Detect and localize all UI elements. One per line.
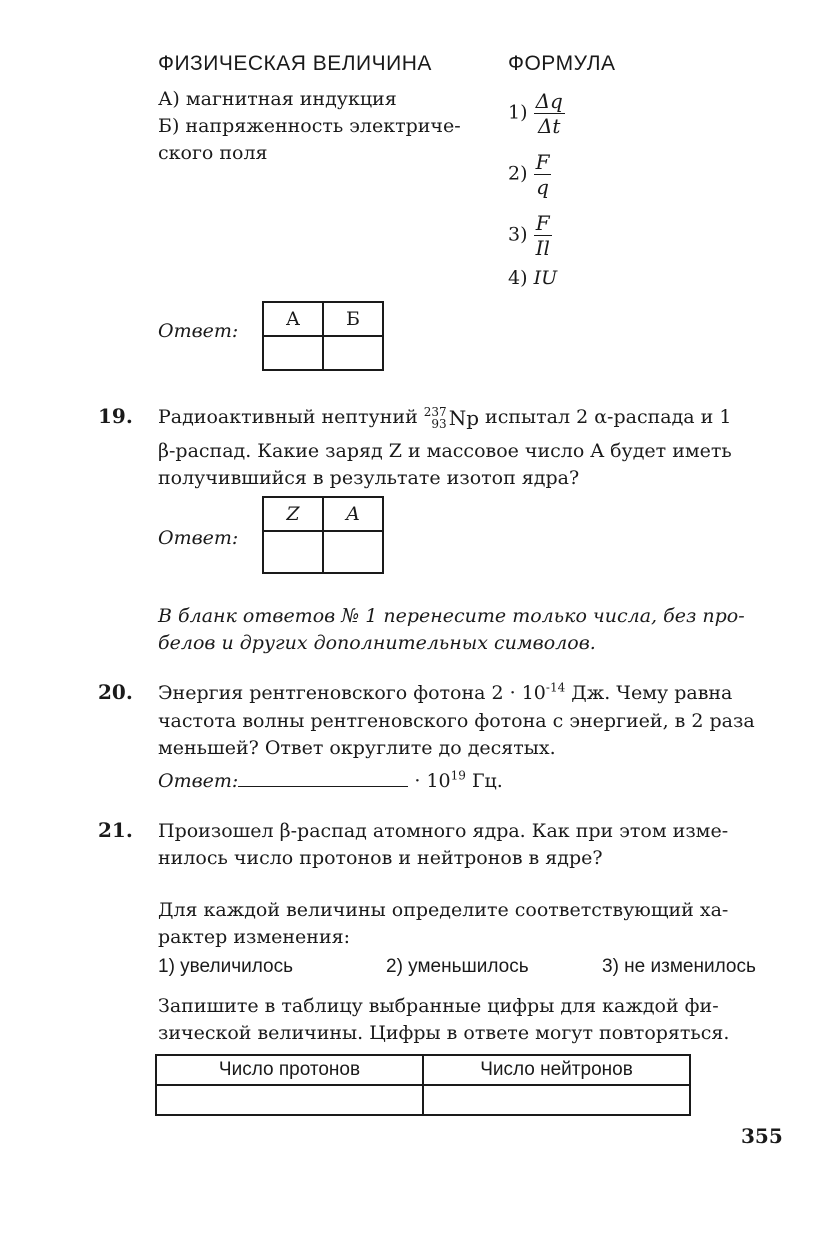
note-line1: В бланк ответов № 1 перенесите только числа, без про- <box>158 605 745 627</box>
q21-instruction-line2: рактер изменения: <box>158 926 350 948</box>
answer-label: Ответ: <box>158 527 239 549</box>
q20-line3: меньшей? Ответ округлите до десятых. <box>158 737 556 759</box>
answer-col-z: Z <box>263 497 323 531</box>
answer-cell-protons[interactable] <box>156 1085 423 1115</box>
option-3: 3) не изменилось <box>602 956 756 977</box>
question-number-20: 20. <box>98 680 133 704</box>
option-1: 1) увеличилось <box>158 956 293 977</box>
q21-write-line2: зической величины. Цифры в ответе могут повторяться. <box>158 1022 730 1044</box>
answer-cell-a[interactable] <box>263 336 323 370</box>
column-header-formula: ФОРМУЛА <box>508 52 616 75</box>
column-header-quantity: ФИЗИЧЕСКАЯ ВЕЛИЧИНА <box>158 52 432 75</box>
column-header-neutrons: Число нейтронов <box>423 1055 690 1085</box>
nuclide-np: 237 93 Np <box>423 405 479 431</box>
question-number-21: 21. <box>98 818 133 842</box>
column-header-protons: Число протонов <box>156 1055 423 1085</box>
note-line2: белов и других дополнительных символов. <box>158 632 596 654</box>
q19-line2: β-распад. Какие заряд Z и массовое число A будет иметь <box>158 440 732 462</box>
formula-2: 2) $\frac{F}{q}$ <box>508 150 550 199</box>
formula-3: 3) $\frac{F}{Il}$ <box>508 211 550 260</box>
answer-col-a: A <box>323 497 383 531</box>
answer-cell-neutrons[interactable] <box>423 1085 690 1115</box>
page-number: 355 <box>741 1124 783 1148</box>
answer-label: Ответ: <box>158 320 239 342</box>
q21-line2: нилось число протонов и нейтронов в ядре? <box>158 847 603 869</box>
fraction: $\frac{\Delta q}{\Delta t}$ <box>535 89 563 138</box>
answer-input-line[interactable] <box>238 766 408 787</box>
answer-table-21 <box>155 1054 691 1116</box>
q19-line3: получившийся в результате изотоп ядра? <box>158 467 580 489</box>
answer-cell-a[interactable] <box>323 531 383 573</box>
answer-table-matching <box>262 301 384 371</box>
answer-cell-z[interactable] <box>263 531 323 573</box>
question-number-19: 19. <box>98 404 133 428</box>
formula-4: 4) IU <box>508 267 558 289</box>
q20-answer: Ответ: · $10^{19}$ Гц. <box>158 766 503 795</box>
answer-col-a: А <box>263 302 323 336</box>
q21-line1: Произошел β-распад атомного ядра. Как при этом изме- <box>158 820 729 842</box>
option-2: 2) уменьшилось <box>386 956 529 977</box>
q19-line1: Радиоактивный нептуний 237 93 Np испытал 2 α-распада и 1 <box>158 405 732 431</box>
q21-instruction-line1: Для каждой величины определите соответствующий ха- <box>158 899 729 921</box>
fraction: $\frac{F}{Il}$ <box>535 211 550 260</box>
answer-table-19 <box>262 496 384 574</box>
q21-write-line1: Запишите в таблицу выбранные цифры для каждой фи- <box>158 995 719 1017</box>
formula-1: 1) $\frac{\Delta q}{\Delta t}$ <box>508 89 563 138</box>
item-a: А) магнитная индукция <box>158 88 397 110</box>
item-b-line1: Б) напряженность электриче- <box>158 115 461 137</box>
item-b-line2: ского поля <box>158 142 268 164</box>
q20-line2: частота волны рентгеновского фотона с энергией, в 2 раза <box>158 710 755 732</box>
answer-col-b: Б <box>323 302 383 336</box>
q20-line1: Энергия рентгеновского фотона $2 \cdot 10^{-14}$ Дж. Чему равна <box>158 680 733 704</box>
fraction: $\frac{F}{q}$ <box>535 150 550 199</box>
answer-cell-b[interactable] <box>323 336 383 370</box>
